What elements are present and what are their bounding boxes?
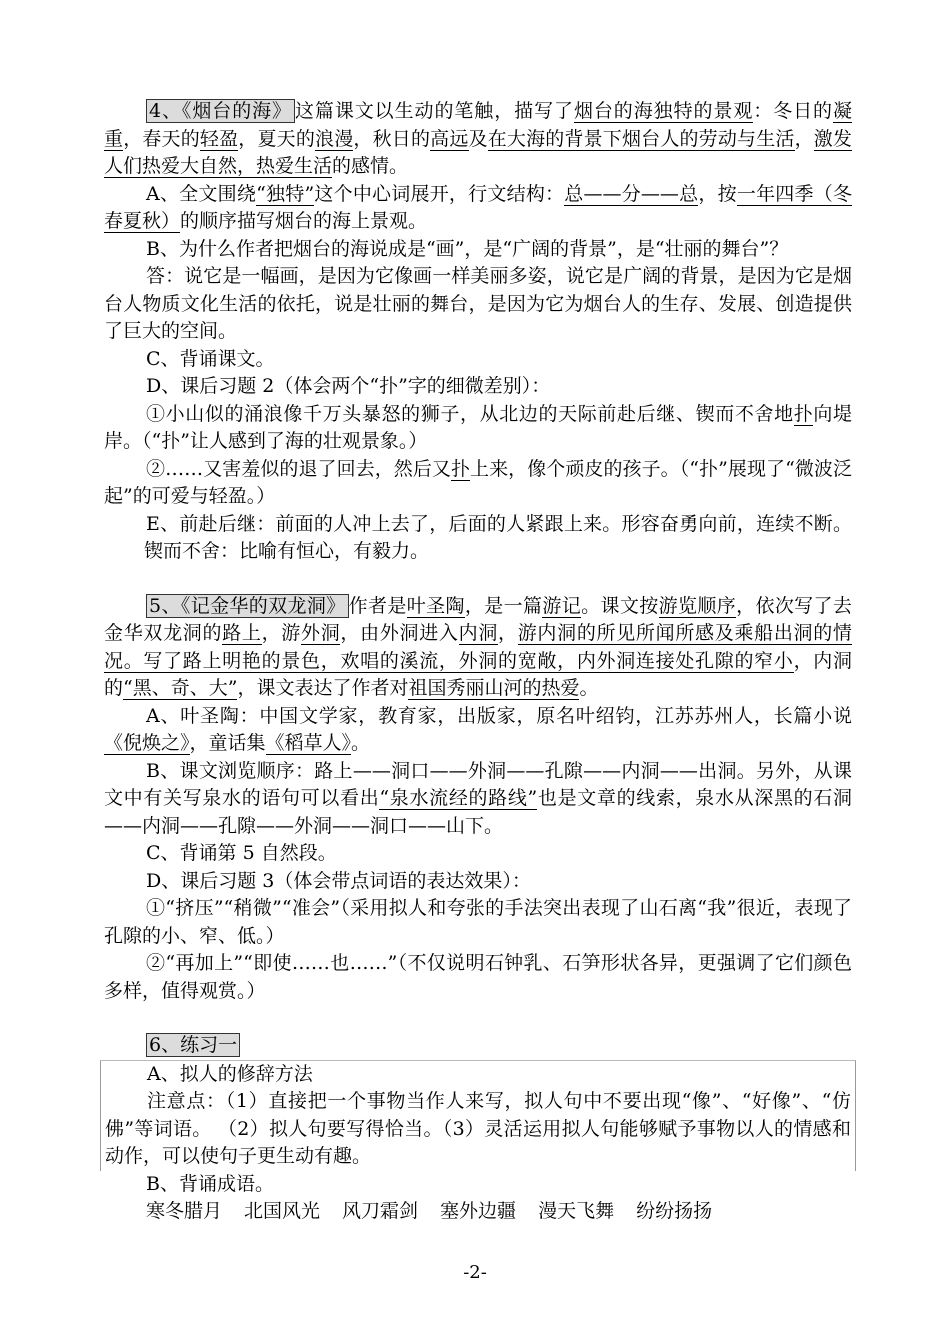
underlined-text: 《倪焕之》: [104, 732, 190, 754]
section-4-d2: [104, 456, 852, 511]
underlined-text: 内洞: [458, 622, 499, 644]
underlined-text: 总——分——总: [564, 182, 699, 205]
text: ，由外洞进入: [340, 622, 459, 644]
section-4-intro: [104, 98, 852, 181]
document-page: [104, 98, 852, 1226]
text: ，春天的: [123, 127, 200, 150]
idiom: 北国风光: [244, 1200, 321, 1222]
text: 锲而不舍：比喻有恒心，有毅力。: [144, 540, 430, 562]
text: ，是一篇: [464, 594, 543, 617]
section-6-title: 6、练习一: [146, 1033, 240, 1057]
text: 这篇课文以生动的笔触，描写了: [294, 100, 574, 122]
text: 的感情。: [332, 155, 409, 177]
section-5-d: D、课后习题 3（体会带点词语的表达效果）：: [146, 869, 531, 892]
underlined-text: 一年四季（冬春夏秋）: [104, 182, 852, 232]
section-4-d1: [104, 401, 852, 456]
text: ，秋日的: [353, 127, 431, 150]
underlined-text: 激发人们热爱大自然，热爱生活: [104, 127, 852, 177]
section-6-heading: [104, 1032, 852, 1060]
underlined-text: 路上: [222, 622, 262, 644]
underlined-text: 轻盈: [199, 127, 239, 150]
text: ，夏天的: [238, 127, 316, 150]
section-4-e: [104, 511, 852, 566]
section-4-answer: 答：说它是一幅画，是因为它像画一样美丽多姿，说它是广阔的背景，是因为它是烟台人物质文化生活的依托，说是壮丽的舞台，是因为它为烟台人的生存、发展、创造提供了巨大的空间。: [104, 265, 852, 342]
underlined-text: 叶圣陶: [406, 594, 465, 617]
underlined-text: “独特”: [256, 182, 315, 205]
underlined-text: 《稻草人》: [265, 732, 352, 754]
underlined-text: 高远: [430, 127, 469, 150]
section-5-c: C、背诵第 5 自然段。: [146, 842, 337, 864]
text: ②……又害羞似的退了回去，然后又: [146, 457, 451, 480]
underlined-text: 外洞: [301, 622, 341, 644]
underlined-text: 游览顺序: [658, 594, 737, 617]
underlined-text: 扑: [450, 457, 471, 480]
text: ，内洞的: [104, 649, 852, 699]
text: ：冬日的: [753, 100, 833, 122]
text: 这个中心词展开，行文结构：: [314, 182, 565, 205]
section-5-a: [104, 703, 852, 758]
idiom: 寒冬腊月: [146, 1200, 223, 1222]
section-5-d1: ①“挤压”“稍微”“准会”（采用拟人和夸张的手法突出表现了山石离“我”很近，表现了孔隙的小、窄、低。）: [104, 897, 852, 947]
text: ①小山似的涌浪像千万头暴怒的狮子，从北边的天际前赴后继、锲而不舍地: [146, 402, 794, 425]
section-5-title: 5、《记金华的双龙洞》: [146, 594, 349, 618]
section-4-c: C、背诵课文。: [146, 347, 275, 370]
underlined-text: 游内洞的所见所闻所感及乘船出洞的情况。: [104, 622, 852, 672]
page-number: -2-: [463, 1262, 487, 1283]
section-4-d: D、课后习题 2（体会两个“扑”字的细微差别）：: [146, 375, 551, 397]
section-5-b: [104, 758, 852, 841]
idiom: 漫天飞舞: [538, 1200, 615, 1222]
text: ，: [794, 127, 814, 150]
text: E、前赴后继：前面的人冲上去了，后面的人紧跟上来。形容奋勇向前，连续不断。: [146, 512, 852, 535]
idiom: 塞外边疆: [440, 1200, 517, 1222]
section-5-intro: [104, 593, 852, 703]
text: 。课文按: [581, 594, 659, 617]
text: ，游: [261, 622, 302, 644]
underlined-text: 扑: [793, 402, 814, 425]
section-4-b: B、为什么作者把烟台的海说成是“画”，是“广阔的背景”，是“壮丽的舞台”？: [146, 237, 789, 260]
text: ，按: [698, 182, 737, 205]
text: A、叶圣陶：中国文学家，教育家，出版家，原名叶绍钧，江苏苏州人，长篇小说: [146, 704, 852, 727]
underlined-text: 在大海的背景下烟台人的劳动与生活: [487, 127, 795, 150]
section-4-a: [104, 181, 852, 236]
underlined-text: 写了路上明艳的景色，欢唱的溪流，外洞的宽敞，内外洞连接处: [143, 649, 696, 672]
text: B、课文浏览顺序：路上——洞口——外洞——孔隙——内洞——出洞。另外，从课文中有关写泉水的语句可以看出: [104, 759, 852, 809]
text: 。: [579, 677, 599, 699]
underlined-text: “泉水流经的路线”: [379, 787, 538, 809]
text: ，: [498, 622, 518, 644]
text: 作者是: [348, 594, 407, 617]
section-6-a: A、拟人的修辞方法: [147, 1062, 313, 1085]
text: 及: [468, 127, 488, 150]
text: 上来，像个顽皮的孩子。（“扑”展现了“微波泛起”的可爱与轻盈。）: [104, 457, 852, 507]
section-6-note: 注意点：（1）直接把一个事物当作人来写，拟人句中不要出现“像”、“好像”、“仿佛”等词语。 （2）拟人句要写得恰当。（3）灵活运用拟人句能够赋予事物以人的情感和动作，可以使句子更生动有趣。: [105, 1090, 851, 1167]
idiom: 风刀霜剑: [342, 1200, 419, 1222]
underlined-text: 孔隙的窄小: [695, 649, 794, 672]
text: 的顺序描写烟台的海上景观。: [180, 210, 428, 232]
section-4-title: 4、《烟台的海》: [146, 99, 295, 123]
text: ，依次写了去金华双龙洞的: [104, 594, 852, 644]
underlined-text: 游记: [542, 594, 582, 617]
underlined-text: 凝重: [104, 100, 852, 150]
underlined-text: 祖国秀丽山河的热爱: [408, 677, 580, 699]
idiom-list: [104, 1198, 852, 1226]
text: 。: [351, 732, 371, 754]
text: 向堤岸。（“扑”让人感到了海的壮观景象。）: [104, 402, 852, 452]
text: A、全文围绕: [146, 182, 257, 205]
text: ，童话集: [189, 732, 266, 754]
underlined-text: 烟台的海独特的景观: [573, 100, 754, 122]
personification-box: [100, 1060, 856, 1171]
idiom: 纷纷扬扬: [636, 1200, 713, 1222]
section-5-d2: ②“再加上”“即使……也……”（不仅说明石钟乳、石笋形状各异，更强调了它们颜色多样，值得观赏。）: [104, 952, 852, 1002]
underlined-text: 浪漫: [315, 127, 354, 150]
text: 也是文章的线索，泉水从深黑的石洞——内洞——孔隙——外洞——洞口——山下。: [104, 787, 852, 837]
section-6-b: B、背诵成语。: [146, 1172, 274, 1195]
underlined-text: “黑、奇、大”: [123, 677, 238, 699]
text: ，课文表达了作者对: [237, 677, 409, 699]
